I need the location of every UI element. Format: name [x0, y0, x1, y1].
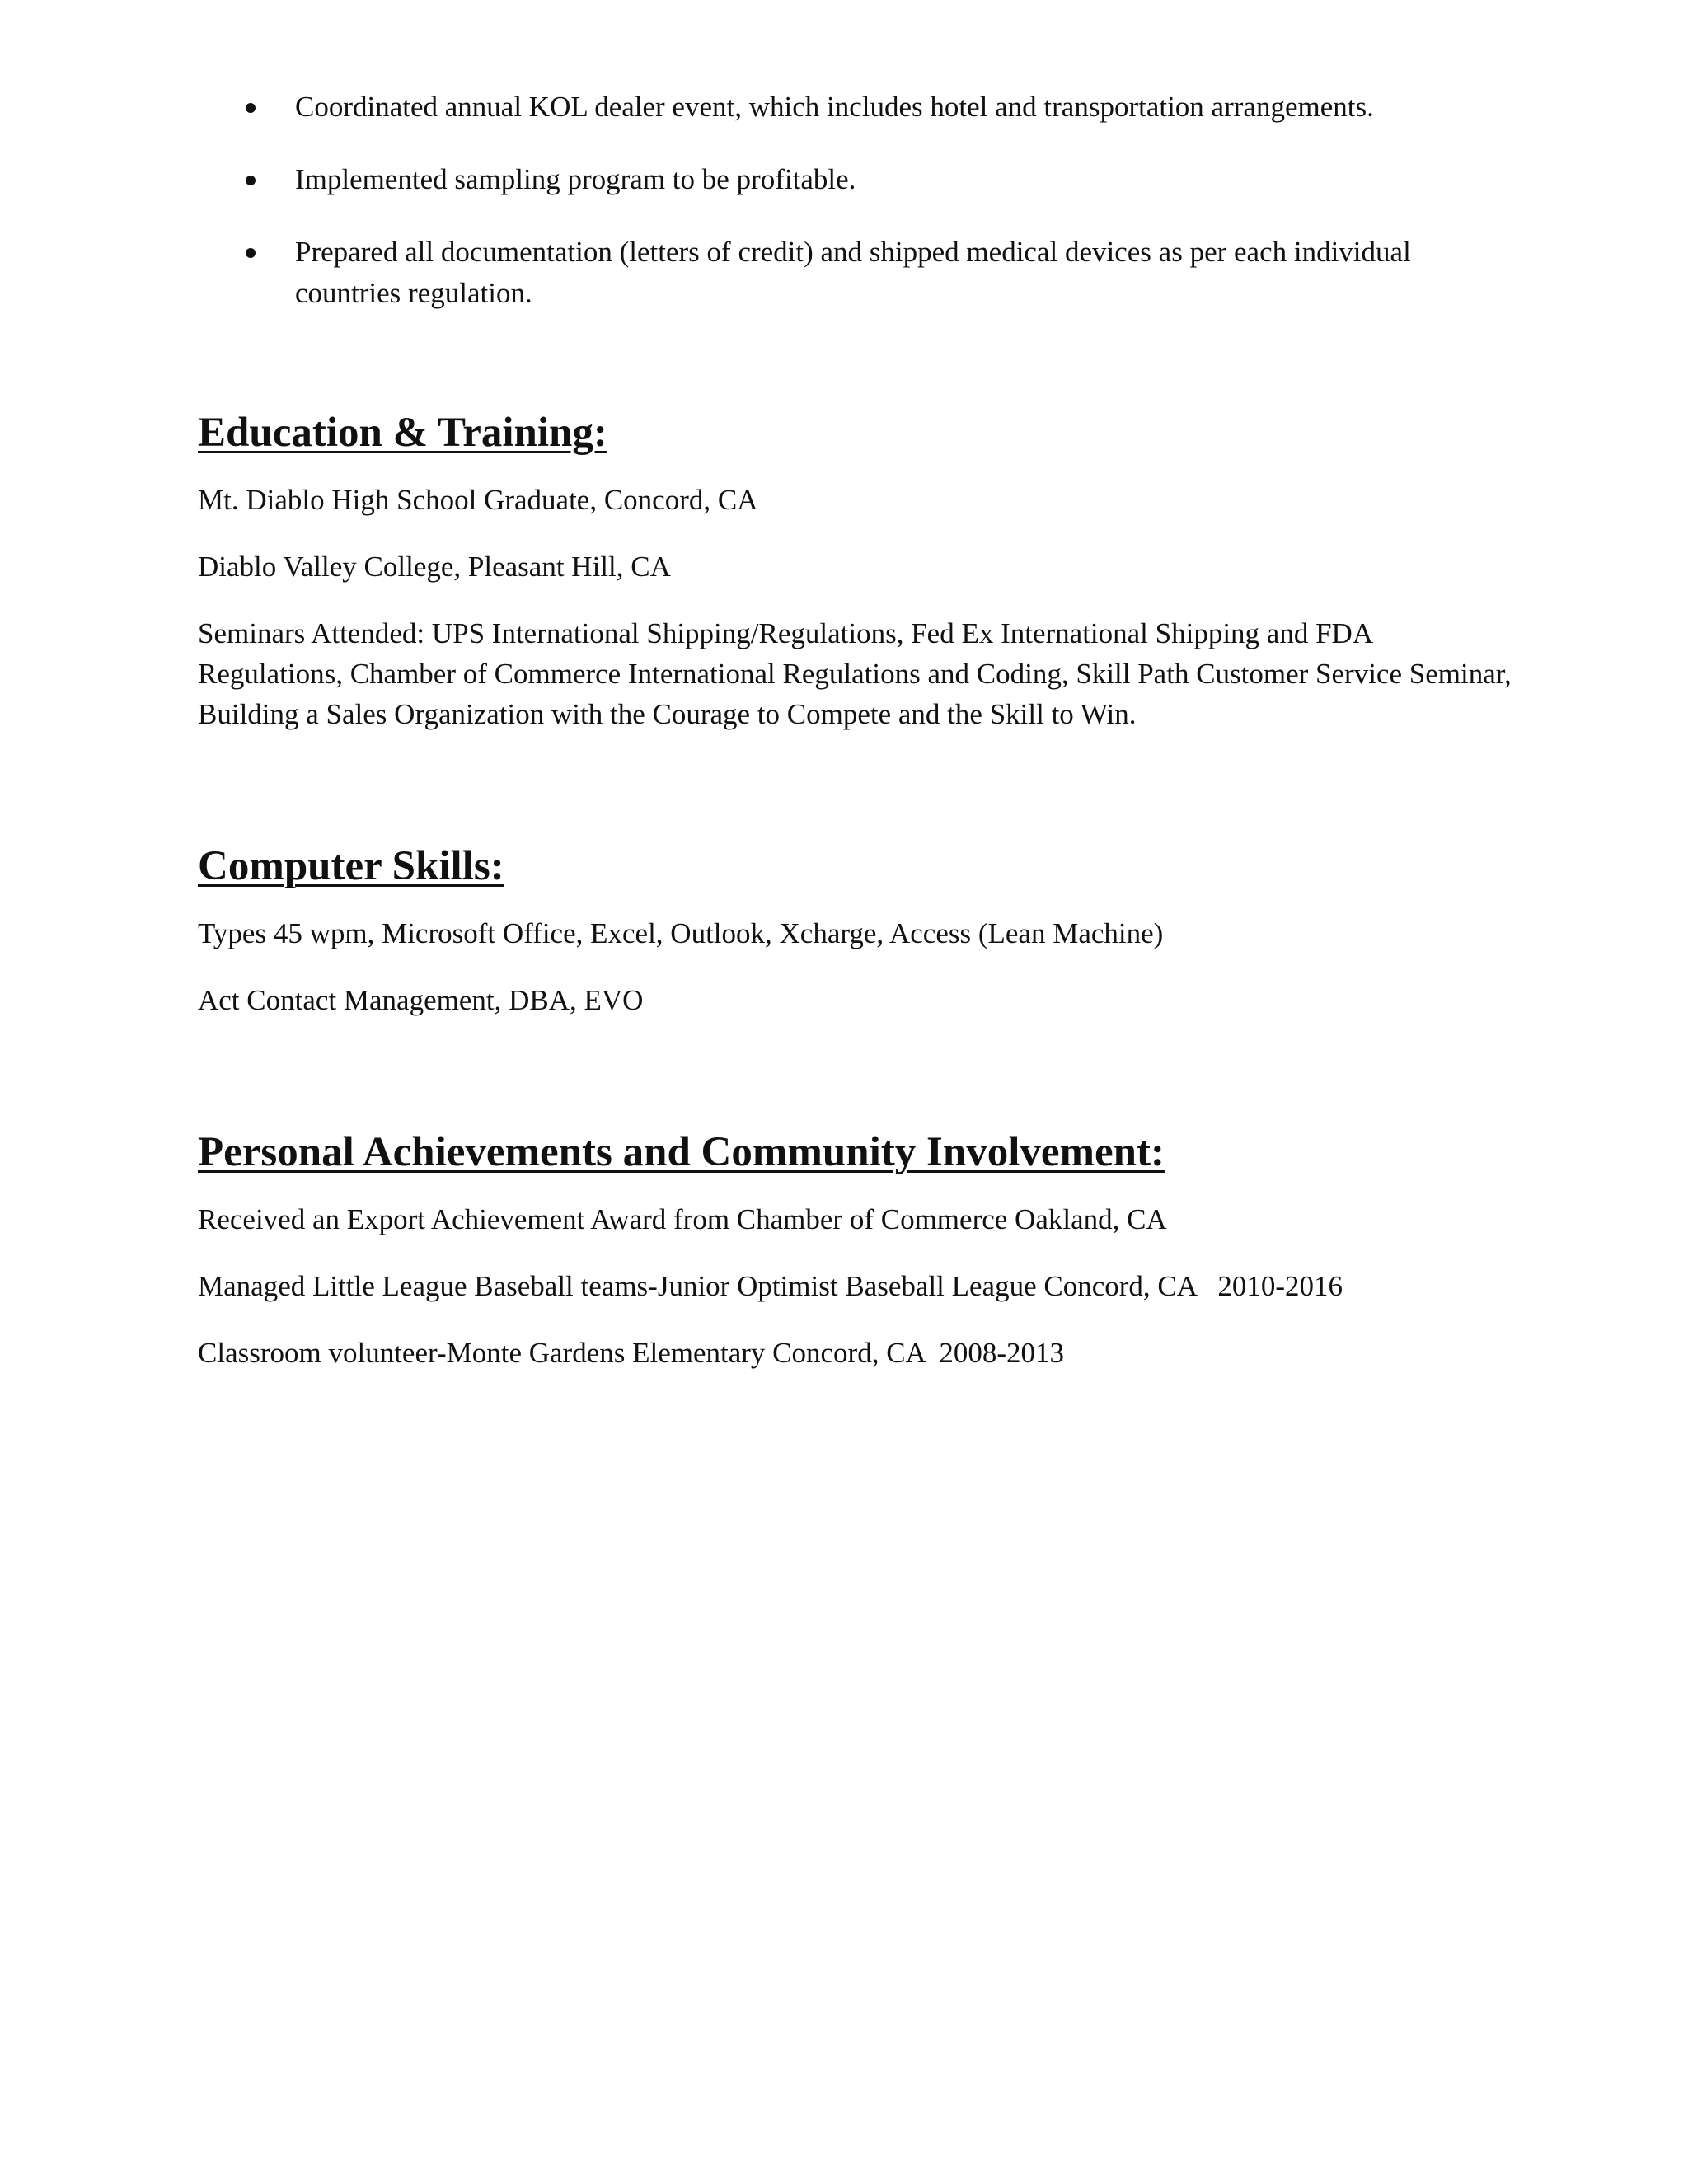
experience-bullet-item	[246, 87, 1498, 128]
experience-bullet-item	[246, 159, 1498, 200]
personal-achievements-heading: Personal Achievements and Community Involvement:	[198, 1129, 1165, 1175]
experience-bullet-item	[246, 232, 1498, 314]
computer-skills-line: Types 45 wpm, Microsoft Office, Excel, Outlook, Xcharge, Access (Lean Machine)	[198, 917, 1164, 949]
experience-bullet-text: Coordinated annual KOL dealer event, which includes hotel and transportation arrangements.	[295, 91, 1374, 123]
personal-achievement-line: Managed Little League Baseball teams-Junior Optimist Baseball League Concord, CA 2010-2016	[198, 1270, 1343, 1302]
education-section	[198, 405, 1517, 761]
personal-achievement-line: Classroom volunteer-Monte Gardens Elementary Concord, CA 2008-2013	[198, 1337, 1065, 1369]
education-heading: Education & Training:	[198, 410, 607, 456]
computer-skills-heading: Computer Skills:	[198, 843, 504, 889]
experience-bullet-text: Implemented sampling program to be profitable.	[295, 163, 856, 195]
education-line: Mt. Diablo High School Graduate, Concord, CA	[198, 484, 758, 516]
personal-achievement-line: Received an Export Achievement Award from Chamber of Commerce Oakland, CA	[198, 1203, 1167, 1235]
education-line: Diablo Valley College, Pleasant Hill, CA	[198, 551, 671, 583]
computer-skills-line: Act Contact Management, DBA, EVO	[198, 984, 644, 1016]
experience-bullet-list	[246, 87, 1498, 345]
seminars-paragraph: Seminars Attended: UPS International Shipping/Regulations, Fed Ex International Shipping and FDA Regulations, Chamber of Commerce International Regulations and Coding, Skill Path Customer Service Seminar, Building a Sales Organization with the Courage to Compete and the Skill to Win.	[198, 617, 1519, 730]
bullet-icon	[246, 176, 256, 185]
bullet-icon	[246, 103, 256, 113]
experience-bullet-text: Prepared all documentation (letters of credit) and shipped medical devices as per each individual countries regulation.	[295, 236, 1411, 309]
computer-skills-section	[198, 839, 1517, 1047]
bullet-icon	[246, 248, 256, 258]
personal-achievements-section	[198, 1125, 1517, 1399]
